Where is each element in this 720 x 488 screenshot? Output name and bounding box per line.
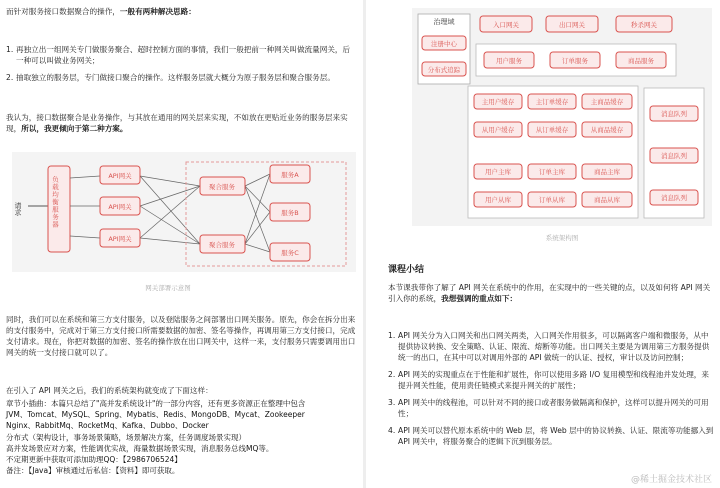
summary-points [388, 330, 714, 453]
db-label: 用户从库 [485, 196, 511, 204]
diagram-caption: 网关部署示意图 [145, 284, 191, 292]
mq-label: 消息队列 [661, 152, 687, 160]
gateway-label: API网关 [108, 235, 132, 243]
section-title: 课程小结 [388, 265, 425, 275]
governance-item-label: 分布式追踪 [427, 66, 461, 74]
conclusion-paragraph: 我认为，接口数据聚合是业务操作，与其放在通用的网关层来实现，不如放在更贴近业务的服务层来实现，所以，我更倾向于第二种方案。 [6, 113, 348, 133]
db-label: 订单从库 [539, 196, 565, 204]
cache-label: 从订单缓存 [535, 126, 569, 134]
diagram-caption: 系统架构图 [545, 234, 579, 242]
promo-line: 分布式（架构设计，事务场景策略，场景解决方案，任务调度场景实现） [6, 432, 246, 442]
list-item: 2. API 网关的实现重点在于性能和扩展性，你可以使用多路 I/O 复用模型和线程池并发处理，来提升网关性能，使用责任链模式来提升网关的扩展性； [388, 369, 709, 390]
promo-line: 备注：【Java】审核通过后私信：【资料】即可获取。 [6, 466, 180, 476]
approach-list [6, 44, 356, 89]
db-label: 商品从库 [594, 196, 620, 204]
promo-line: JVM、Tomcat、MySQL、Spring、Mybatis、Redis、MongoDB、Mycat、Zookeeper [6, 410, 305, 420]
promo-line: 不定期更新中获取可添加助理QQ：【2986706524】 [6, 455, 182, 465]
mq-label: 消息队列 [661, 194, 687, 202]
top-gateway-label: 秒杀网关 [631, 21, 657, 29]
cache-label: 主商品缓存 [590, 98, 624, 106]
governance-item-label: 注册中心 [431, 40, 457, 48]
service-label: 服务A [281, 171, 299, 179]
aggregation-label: 聚合服务 [209, 241, 235, 249]
request-label: 请求 [14, 202, 22, 216]
cache-label: 主订单缓存 [535, 98, 569, 106]
watermark: @稀土掘金技术社区 [630, 475, 712, 485]
promo-block [6, 398, 358, 476]
right-page [366, 0, 720, 488]
system-architecture-diagram [366, 4, 720, 248]
list-item: 1. 再独立出一组网关专门做服务聚合、超时控制方面的事情，我们一般把前一种网关叫做流量网关，后一种可以叫做业务网关； [6, 44, 351, 65]
top-gateway-label: 入口网关 [493, 21, 519, 29]
cache-label: 从用户缓存 [481, 126, 515, 134]
db-label: 用户主库 [485, 168, 511, 176]
gateway-label: API网关 [108, 203, 132, 211]
db-label: 订单主库 [539, 168, 565, 176]
list-item: 1. API 网关分为入口网关和出口网关两类，入口网关作用很多，可以隔离客户端和微服务，从中提供协议转换、安全策略、认证、限流、熔断等功能。出口网关主要是为调用第三方服务提供统一的出口，在其中可以对调用外部的 API 做统一的认证、授权，审计以及访问控制； [388, 330, 710, 362]
cache-label: 主用户缓存 [481, 98, 515, 106]
db-label: 商品主库 [594, 168, 620, 176]
promo-line: 章节小插曲：本篇只总结了"高并发系统设计"的一部分内容，还有更多资源正在整理中包含 [6, 399, 306, 408]
service-node-label: 用户服务 [496, 57, 522, 65]
cache-label: 从商品缓存 [590, 126, 624, 134]
service-node-label: 商品服务 [628, 57, 654, 65]
aggregation-label: 聚合服务 [209, 183, 235, 191]
architecture-intro: 在引入了 API 网关之后，我们的系统架构就变成了下面这样： [6, 386, 213, 395]
list-item: 4. API 网关可以替代原本系统中的 Web 层，将 Web 层中的协议转换、认证、限流等功能挪入到 API 网关中，将服务聚合的逻辑下沉到服务层。 [388, 425, 714, 446]
gateway-label: API网关 [108, 172, 132, 180]
gateway-deployment-diagram [0, 148, 363, 303]
mq-label: 消息队列 [661, 110, 687, 118]
service-label: 服务C [281, 249, 299, 257]
promo-line: 高并发场景应对方案，性能调优实战，海量数据场景实现，消息服务总线MQ等。 [6, 443, 274, 453]
list-item: 3. API 网关中的线程池，可以针对不同的接口或者服务做隔离和保护，这样可以提升网关的可用性； [388, 397, 709, 418]
egress-gateway-paragraph: 同时，我们可以在系统和第三方支付服务，以及登陆服务之间部署出口网关服务。原先，你会在拆分出来的支付服务中，完成对于第三方支付接口所需要数据的加密、签名等操作，再调用第三方支付接口，完成支付请求。现在，你把对数据的加密、签名的操作放在出口网关中，这样一来，支付服务只需要调用出口网关的统一支付接口就可以了。 [6, 315, 356, 357]
list-item: 2. 抽取独立的服务层，专门做接口聚合的操作。这样服务层就大概分为原子服务层和聚合服务层。 [6, 72, 335, 82]
service-label: 服务B [281, 209, 299, 217]
service-node-label: 订单服务 [562, 57, 588, 65]
intro-paragraph: 而针对服务接口数据聚合的操作，一般有两种解决思路： [6, 7, 196, 16]
top-gateway-label: 出口网关 [559, 21, 585, 29]
summary-paragraph: 本节课我带你了解了 API 网关在系统中的作用，在实现中的一些关键的点，以及如何将 API 网关引入你的系统，我想强调的重点如下： [388, 283, 711, 303]
promo-line: Nginx、RabbitMq、RocketMq、Kafka、Dubbo、Docker [6, 421, 209, 431]
load-balancer-label: 负载均衡服务器 [51, 176, 59, 229]
governance-title: 治理域 [433, 18, 455, 26]
